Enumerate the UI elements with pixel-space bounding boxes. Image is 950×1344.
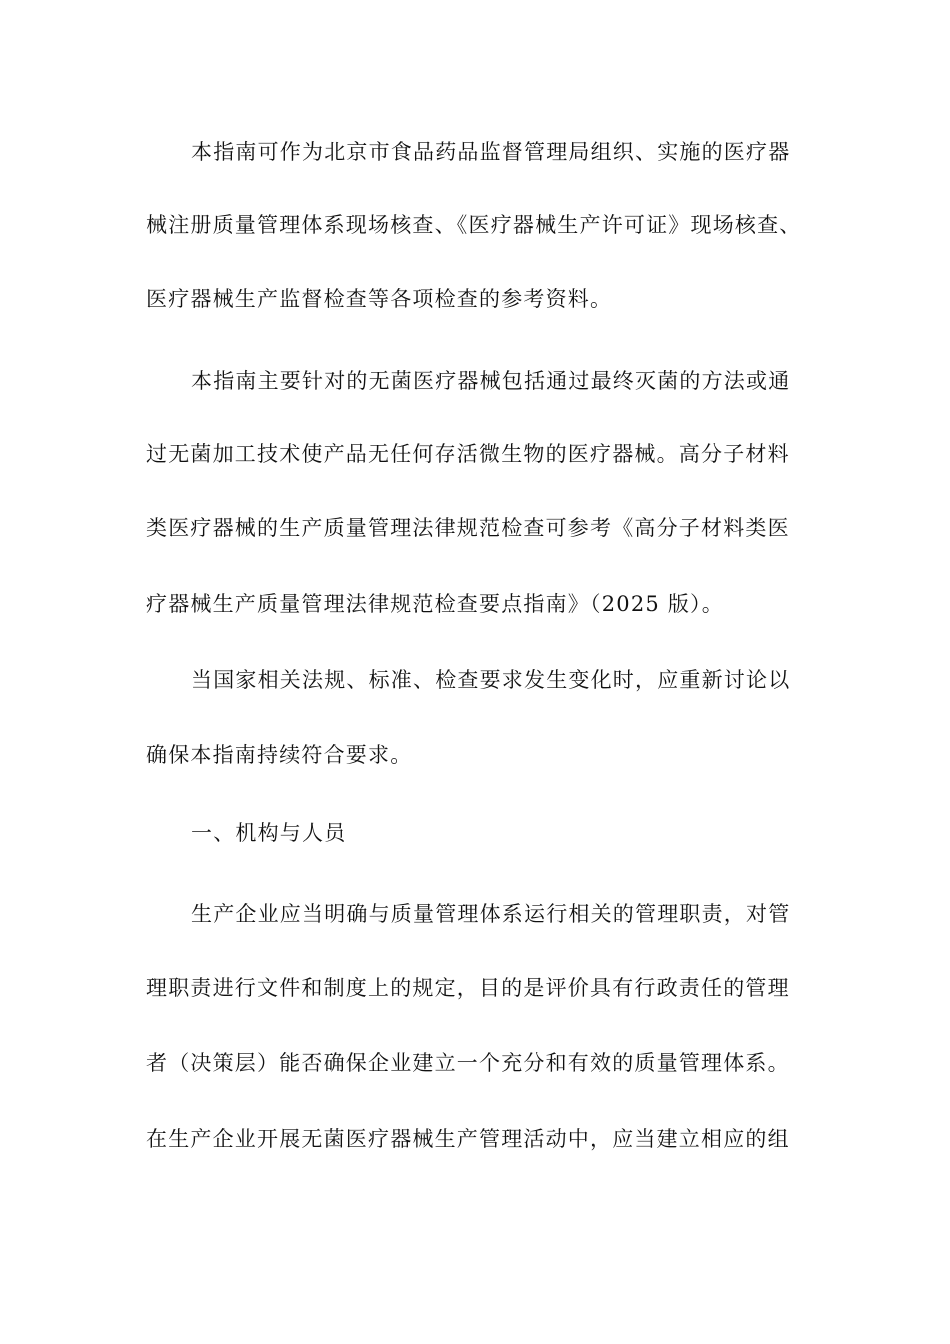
paragraph-3-line-1: 当国家相关法规、标准、检查要求发生变化时，应重新讨论以 xyxy=(191,668,791,692)
paragraph-1-line-3: 医疗器械生产监督检查等各项检查的参考资料。 xyxy=(146,287,613,311)
paragraph-1-line-2: 械注册质量管理体系现场核查、《医疗器械生产许可证》现场核查、 xyxy=(146,213,802,237)
paragraph-4-line-1: 生产企业应当明确与质量管理体系运行相关的管理职责，对管 xyxy=(191,902,791,926)
paragraph-2-line-1: 本指南主要针对的无菌医疗器械包括通过最终灭菌的方法或通 xyxy=(191,369,791,393)
paragraph-3-line-2: 确保本指南持续符合要求。 xyxy=(146,743,413,767)
paragraph-2-line-4: 疗器械生产质量管理法律规范检查要点指南》（2025 版）。 xyxy=(146,592,724,616)
section-heading: 一、机构与人员 xyxy=(191,821,347,845)
paragraph-2-line-2: 过无菌加工技术使产品无任何存活微生物的医疗器械。高分子材料 xyxy=(146,442,790,466)
paragraph-2-line-3: 类医疗器械的生产质量管理法律规范检查可参考《高分子材料类医 xyxy=(146,516,790,540)
paragraph-4-line-3: 者（决策层）能否确保企业建立一个充分和有效的质量管理体系。 xyxy=(146,1051,790,1075)
paragraph-1-line-1: 本指南可作为北京市食品药品监督管理局组织、实施的医疗器 xyxy=(191,140,791,164)
paragraph-4-line-4: 在生产企业开展无菌医疗器械生产管理活动中，应当建立相应的组 xyxy=(146,1127,790,1151)
paragraph-4-line-2: 理职责进行文件和制度上的规定，目的是评价具有行政责任的管理 xyxy=(146,976,790,1000)
